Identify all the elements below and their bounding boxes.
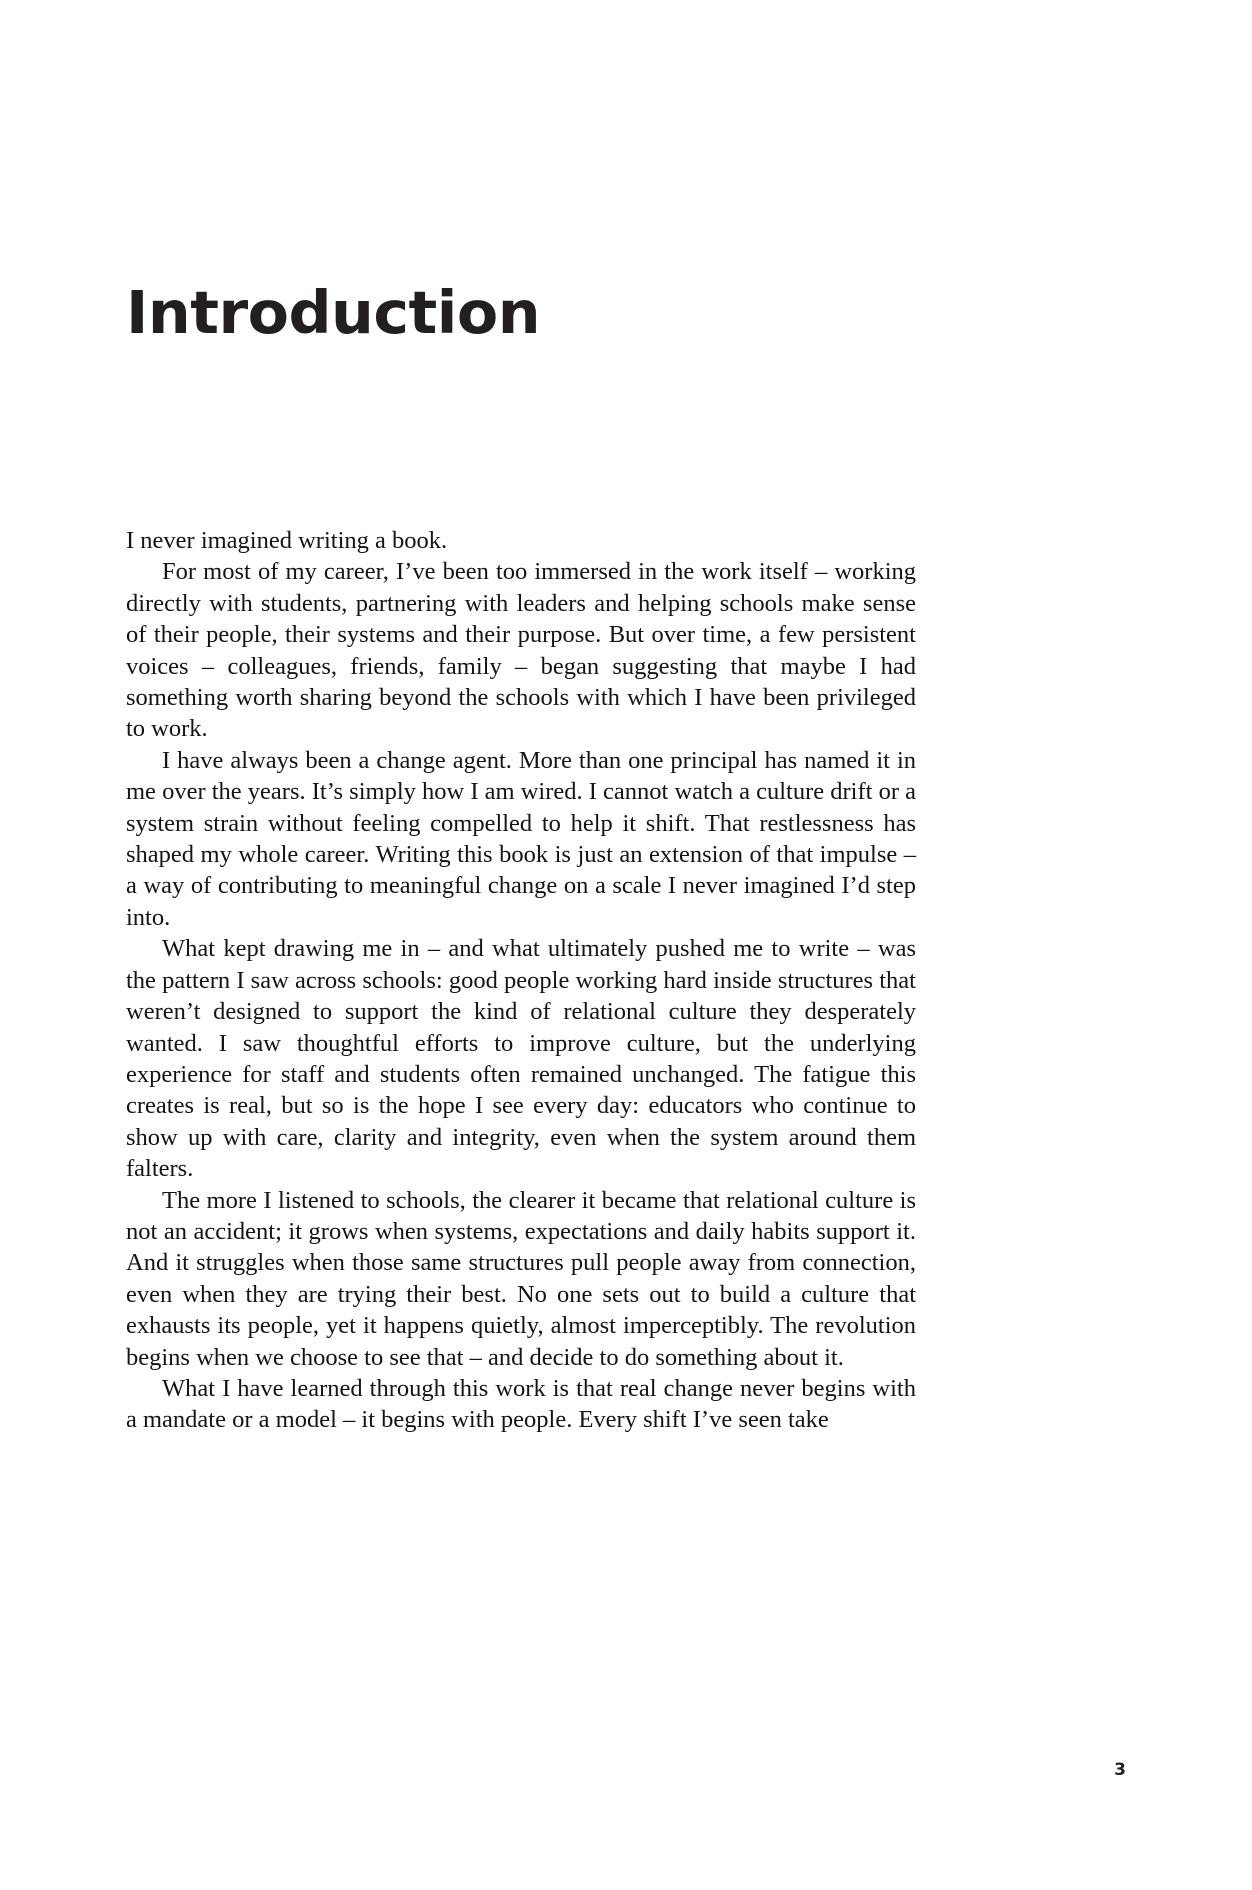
paragraph: I never imagined writing a book. (126, 527, 448, 554)
paragraph: I have always been a change agent. More than one principal has named it in me over the years. It’s simply how I am wired. I cannot watch a culture drift or a system strain without feeling compelled to help it shift. That restlessness has shaped my whole career. Writing this book is just an extension of that impulse – a way of contributing to meaningful change on a scale I never imagined I’d step into. (126, 746, 916, 931)
page-number: 3 (1114, 1760, 1126, 1780)
body-text (126, 525, 916, 1436)
paragraph: What I have learned through this work is that real change never begins with a mandate or a model – it begins with people. Every shift I’ve seen take (126, 1374, 916, 1434)
paragraph: For most of my career, I’ve been too immersed in the work itself – working directly with students, partnering with leaders and helping schools make sense of their people, their systems and their purpose. But over time, a few persistent voices – colleagues, friends, family – began suggesting that maybe I had something worth sharing beyond the schools with which I have been privileged to work. (126, 558, 916, 743)
paragraph: What kept drawing me in – and what ultimately pushed me to write – was the pattern I saw across schools: good people working hard inside structures that weren’t designed to support the kind of relational culture they desperately wanted. I saw thoughtful efforts to improve culture, but the underlying experience for staff and students often remained unchanged. The fatigue this creates is real, but so is the hope I see every day: educators who continue to show up with care, clarity and integrity, even when the system around them falters. (126, 935, 916, 1183)
paragraph: The more I listened to schools, the clearer it became that relational culture is not an accident; it grows when systems, expectations and daily habits support it. And it struggles when those same structures pull people away from connection, even when they are trying their best. No one sets out to build a culture that exhausts its people, yet it happens quietly, almost imperceptibly. The revolution begins when we choose to see that – and decide to do something about it. (126, 1186, 916, 1371)
page-title: Introduction (126, 277, 541, 347)
